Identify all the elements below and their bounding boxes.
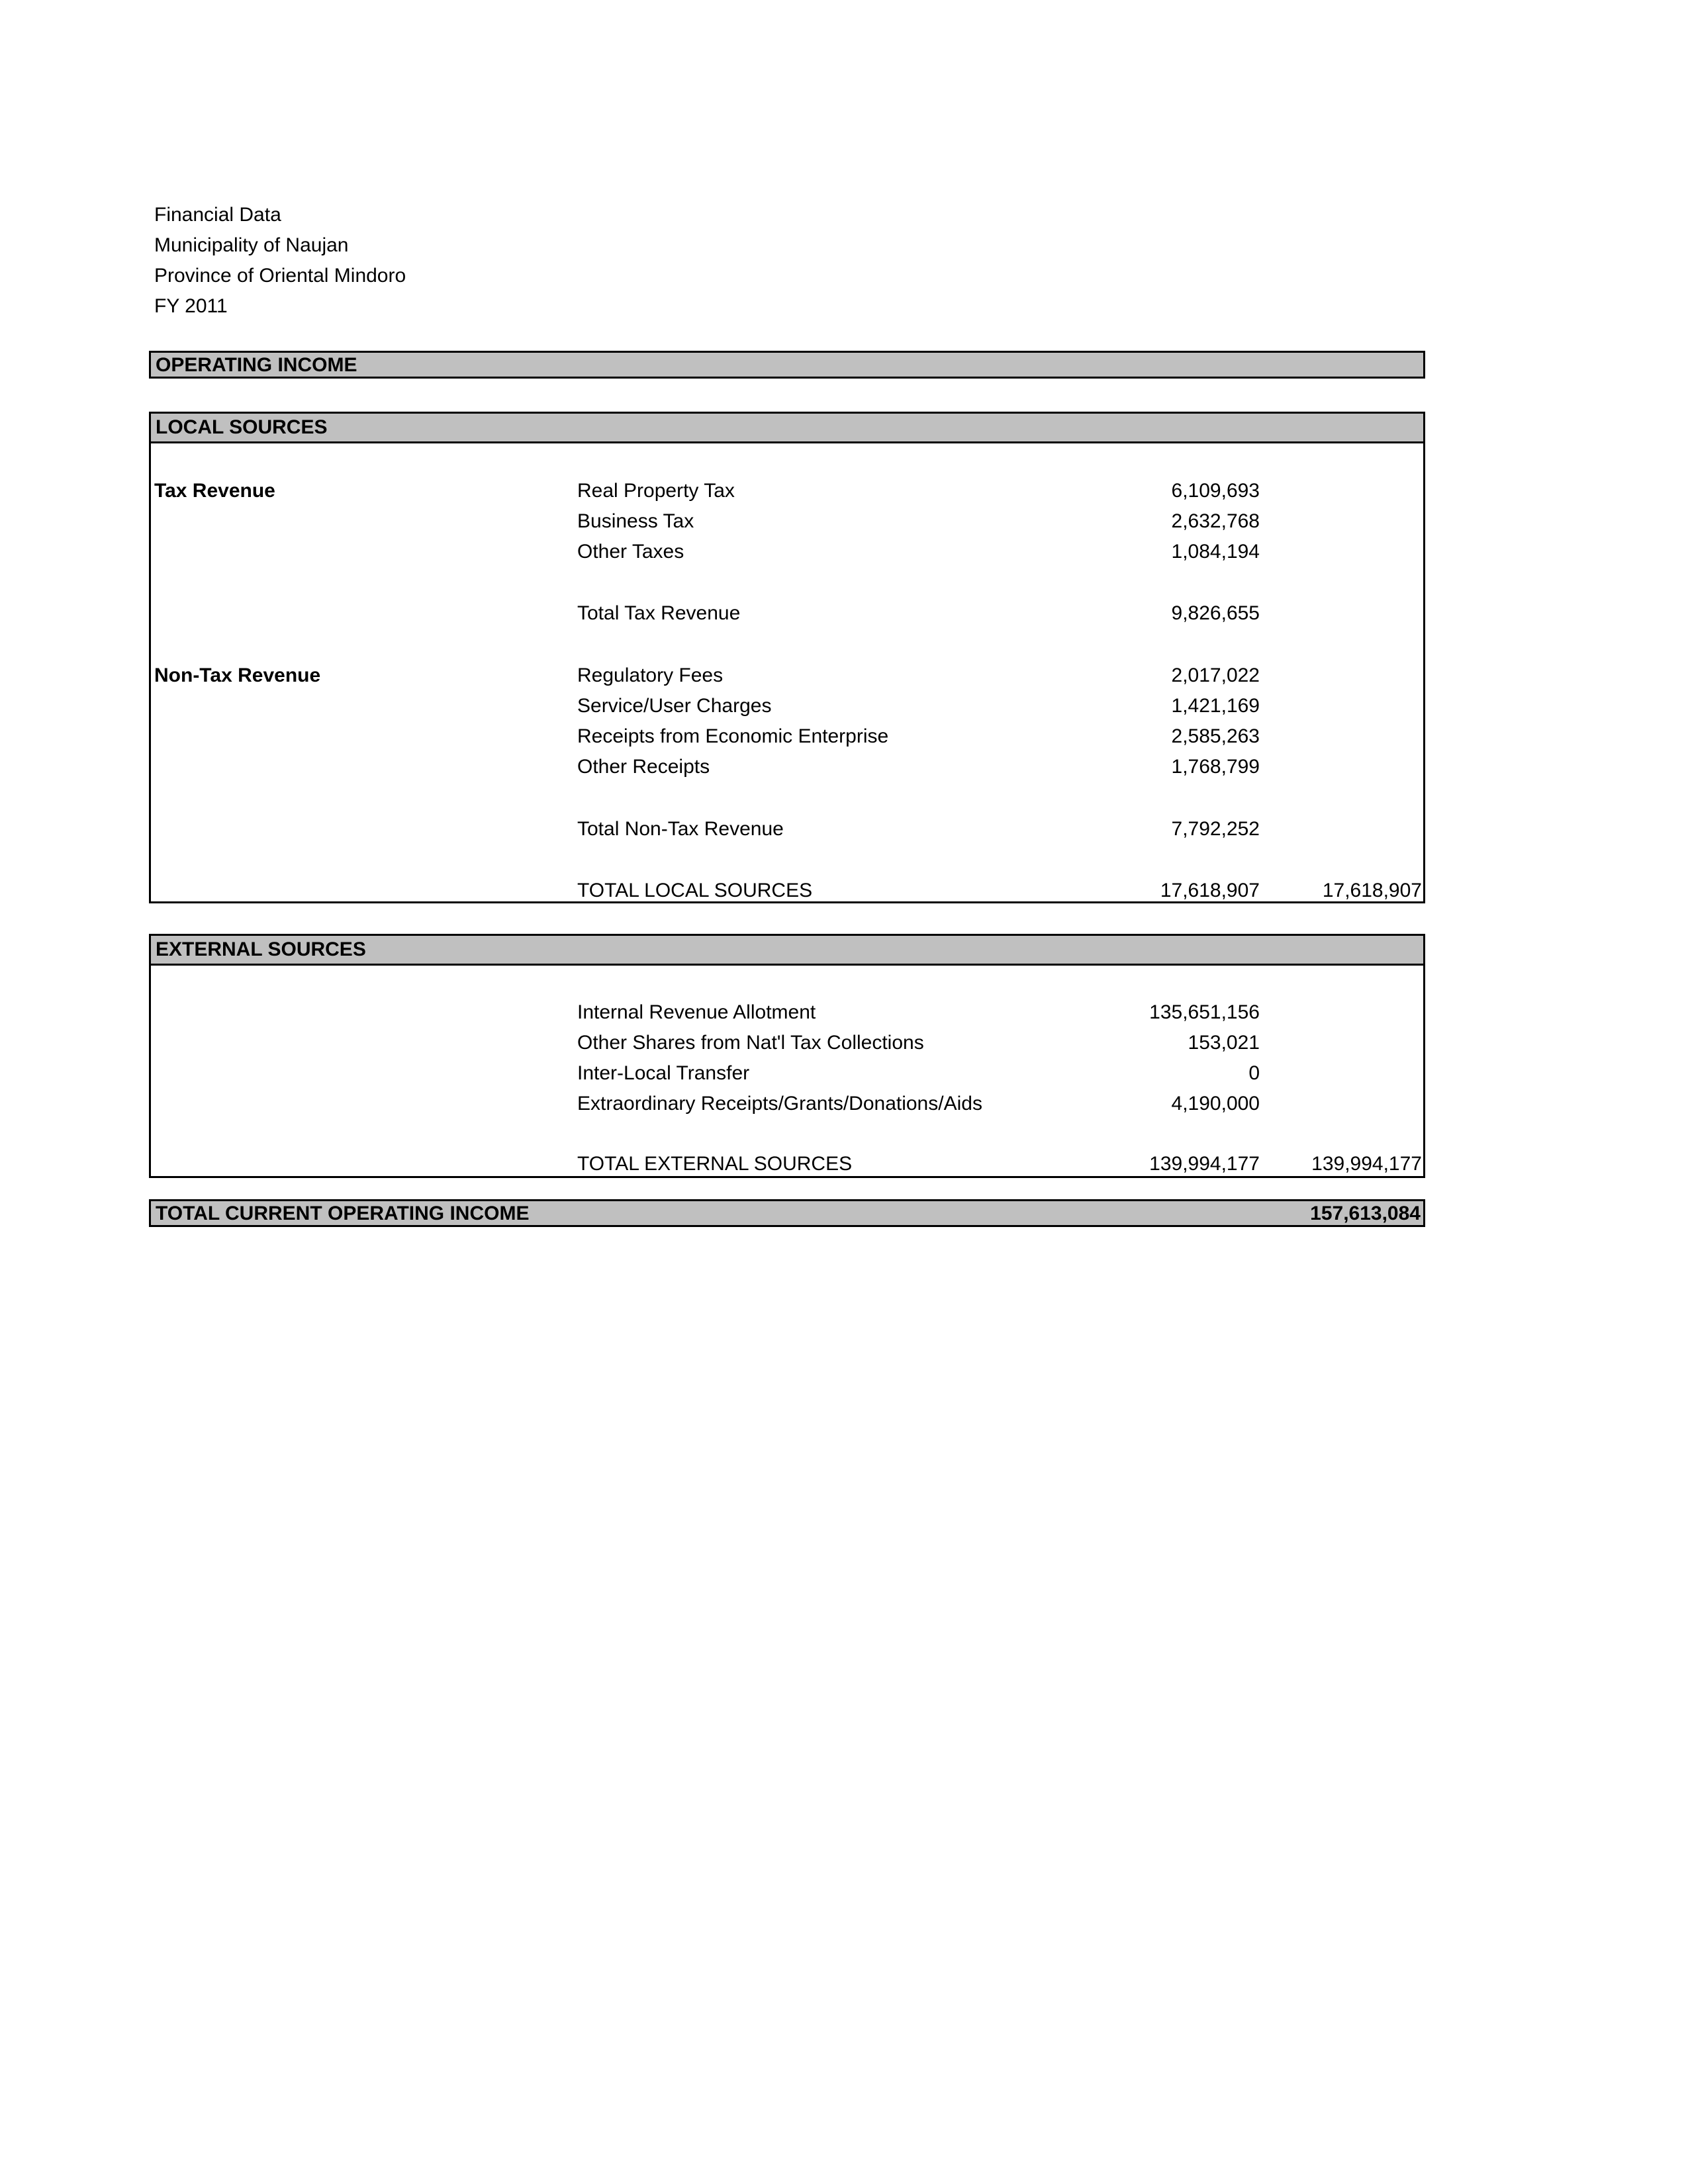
total-external-sources-label: TOTAL EXTERNAL SOURCES [577,1153,853,1175]
line-item-value: 2,585,263 [1171,725,1260,747]
external-sources-box [149,966,1425,1178]
line-item-value: 1,421,169 [1171,695,1260,717]
line-item-value: 2,017,022 [1171,664,1260,686]
total-non-tax-revenue-value: 7,792,252 [1171,818,1260,840]
line-item-value: 153,021 [1188,1032,1260,1054]
line-item-label: Other Receipts [577,756,710,778]
line-item-value: 0 [1248,1062,1260,1084]
line-item-label: Other Taxes [577,541,684,563]
line-item-label: Inter-Local Transfer [577,1062,750,1084]
grand-total-value: 157,613,084 [1310,1203,1421,1224]
line-item-value: 4,190,000 [1171,1093,1260,1115]
tax-revenue-category: Tax Revenue [154,480,275,502]
line-item-label: Receipts from Economic Enterprise [577,725,889,747]
line-item-label: Extraordinary Receipts/Grants/Donations/Aids [577,1093,982,1115]
line-item-value: 6,109,693 [1171,480,1260,502]
total-local-sources-value: 17,618,907 [1160,880,1260,901]
total-external-sources-value: 139,994,177 [1149,1153,1260,1175]
operating-income-banner: OPERATING INCOME [149,351,1425,379]
total-local-sources-carried: 17,618,907 [1322,880,1422,901]
total-tax-revenue-label: Total Tax Revenue [577,602,741,624]
line-item-value: 2,632,768 [1171,510,1260,532]
external-sources-header: EXTERNAL SOURCES [149,934,1425,966]
line-item-label: Internal Revenue Allotment [577,1001,816,1023]
line-item-label: Real Property Tax [577,480,735,502]
line-item-label: Business Tax [577,510,694,532]
fiscal-year: FY 2011 [154,295,228,317]
total-local-sources-label: TOTAL LOCAL SOURCES [577,880,813,901]
line-item-value: 135,651,156 [1149,1001,1260,1023]
province-name: Province of Oriental Mindoro [154,265,406,287]
non-tax-revenue-category: Non-Tax Revenue [154,664,321,686]
grand-total-bar [149,1199,1425,1227]
line-item-value: 1,084,194 [1171,541,1260,563]
line-item-label: Other Shares from Nat'l Tax Collections [577,1032,924,1054]
line-item-label: Service/User Charges [577,695,772,717]
municipality-name: Municipality of Naujan [154,234,349,256]
total-external-sources-carried: 139,994,177 [1311,1153,1422,1175]
total-non-tax-revenue-label: Total Non-Tax Revenue [577,818,784,840]
total-tax-revenue-value: 9,826,655 [1171,602,1260,624]
report-title: Financial Data [154,204,281,226]
grand-total-label: TOTAL CURRENT OPERATING INCOME [156,1203,530,1224]
line-item-label: Regulatory Fees [577,664,724,686]
line-item-value: 1,768,799 [1171,756,1260,778]
local-sources-header: LOCAL SOURCES [149,412,1425,443]
